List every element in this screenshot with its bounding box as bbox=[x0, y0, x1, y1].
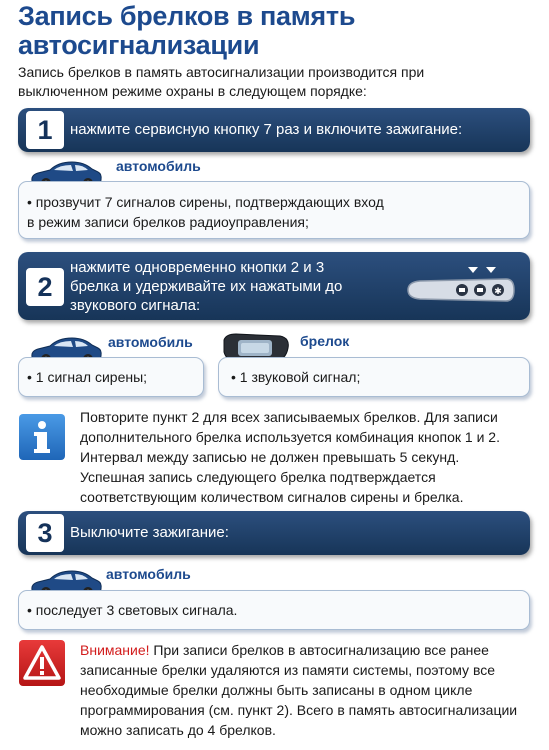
step-2-fob-result-box bbox=[218, 357, 530, 397]
fob-label: брелок bbox=[300, 333, 350, 349]
car-label: автомобиль bbox=[106, 566, 191, 582]
warning-text: При записи брелков в автосигнализацию все ранее записанные брелки удаляются из памяти системы, поэтому все необходимые брелки должны быть записаны в одном цикле программирования (см. пункт 2). Всего в память автосигнализации можно записать до 4 брелков. bbox=[80, 642, 518, 738]
step-1-banner bbox=[18, 108, 530, 152]
step-3-text: Выключите зажигание: bbox=[70, 524, 229, 541]
page-title: Запись брелков в память автосигнализации bbox=[18, 1, 356, 60]
car-label: автомобиль bbox=[108, 334, 193, 350]
step-3-banner bbox=[18, 511, 530, 555]
info-note: Повторите пункт 2 для всех записываемых брелков. Для записи дополнительного брелка используется комбинация кнопок 1 и 2. Интервал между записью не должен превышать 5 секунд. Успешная запись следующего брелка подтверждается соответствующим количеством сигналов сирены и брелка. bbox=[80, 409, 500, 505]
step-3-number: 3 bbox=[26, 514, 64, 552]
step-2-car-result: • 1 сигнал сирены; bbox=[27, 369, 148, 385]
svg-text:✱: ✱ bbox=[494, 287, 502, 297]
step-2-car-result-box bbox=[18, 357, 204, 397]
step-1-number: 1 bbox=[26, 111, 64, 149]
car-label: автомобиль bbox=[116, 158, 201, 174]
step-1-result: • прозвучит 7 сигналов сирены, подтверждающих вход в режим записи брелков радиоуправления; bbox=[27, 194, 384, 230]
step-3-result: • последует 3 световых сигнала. bbox=[27, 602, 238, 618]
step-3-result-box bbox=[18, 590, 530, 630]
step-2-text: нажмите одновременно кнопки 2 и 3 брелка и удерживайте их нажатыми до звукового сигнала: bbox=[70, 259, 343, 314]
info-icon bbox=[19, 414, 65, 460]
warning-word: Внимание! bbox=[80, 642, 150, 658]
key-fob-icon bbox=[406, 264, 518, 308]
step-1-result-box bbox=[18, 181, 530, 239]
warning-triangle-icon bbox=[19, 640, 65, 686]
step-2-banner bbox=[18, 252, 530, 320]
step-1-text: нажмите сервисную кнопку 7 раз и включите зажигание: bbox=[70, 121, 463, 138]
step-2-number: 2 bbox=[26, 268, 64, 306]
intro-text: Запись брелков в память автосигнализации производится при выключенном режиме охраны в следующем порядке: bbox=[18, 64, 425, 99]
step-2-fob-result: • 1 звуковой сигнал; bbox=[231, 369, 361, 385]
warning-note bbox=[80, 640, 526, 740]
